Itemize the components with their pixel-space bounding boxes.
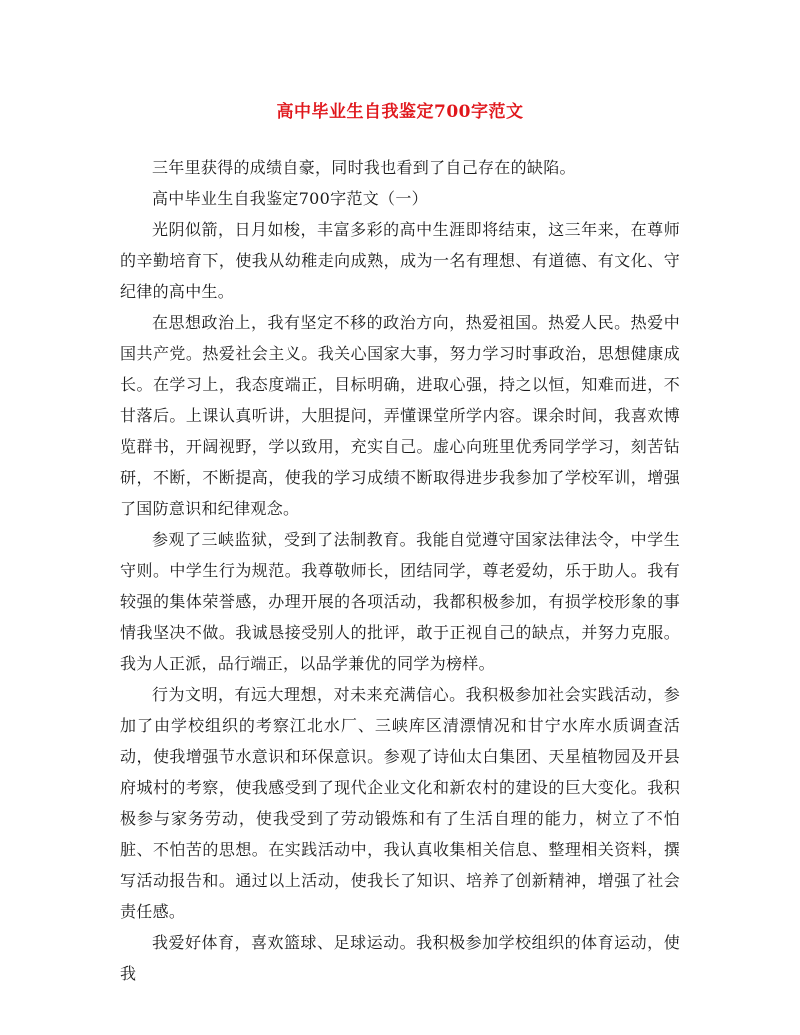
- document-title: 高中毕业生自我鉴定700字范文: [276, 102, 524, 122]
- paragraph-subheading: 高中毕业生自我鉴定700字范文（一）: [152, 189, 428, 208]
- paragraph-opening: 光阴似箭，日月如梭，丰富多彩的高中生涯即将结束，这三年来，在尊师的辛勤培育下，使我从幼稚走向成熟，成为一名有理想、有道德、有文化、守纪律的高中生。: [120, 220, 680, 301]
- paragraph-intro: 三年里获得的成绩自豪，同时我也看到了自己存在的缺陷。: [152, 158, 576, 177]
- paragraph-social-practice: 行为文明，有远大理想，对未来充满信心。我积极参加社会实践活动，参加了由学校组织的考察江北水厂、三峡库区清漂情况和甘宁水库水质调查活动，使我增强节水意识和环保意识。参观了诗仙太白集团、天星植物园及开县府城村的考察，使我感受到了现代企业文化和新农村的建设的巨大变化。我积极参与家务劳动，使我受到了劳动锻炼和有了生活自理的能力，树立了不怕脏、不怕苦的思想。在实践活动中，我认真收集相关信息、整理相关资料，撰写活动报告和。通过以上活动，使我长了知识、培养了创新精神，增强了社会责任感。: [120, 685, 680, 921]
- document-body: [120, 152, 680, 989]
- paragraph-politics-study: 在思想政治上，我有坚定不移的政治方向，热爱祖国。热爱人民。热爱中国共产党。热爱社会主义。我关心国家大事，努力学习时事政治，思想健康成长。在学习上，我态度端正，目标明确，进取心强，持之以恒，知难而进，不甘落后。上课认真听讲，大胆提问，弄懂课堂所学内容。课余时间，我喜欢博览群书，开阔视野，学以致用，充实自己。虚心向班里优秀同学学习，刻苦钻研，不断，不断提高，使我的学习成绩不断取得进步我参加了学校军训，增强了国防意识和纪律观念。: [120, 313, 680, 518]
- paragraph-sports: 我爱好体育，喜欢篮球、足球运动。我积极参加学校组织的体育运动，使我: [120, 933, 680, 983]
- paragraph-law-conduct: 参观了三峡监狱，受到了法制教育。我能自觉遵守国家法律法令，中学生守则。中学生行为规范。我尊敬师长，团结同学，尊老爱幼，乐于助人。我有较强的集体荣誉感，办理开展的各项活动，我都积极参加，有损学校形象的事情我坚决不做。我诚恳接受别人的批评，敢于正视自己的缺点，并努力克服。我为人正派，品行端正，以品学兼优的同学为榜样。: [120, 530, 680, 673]
